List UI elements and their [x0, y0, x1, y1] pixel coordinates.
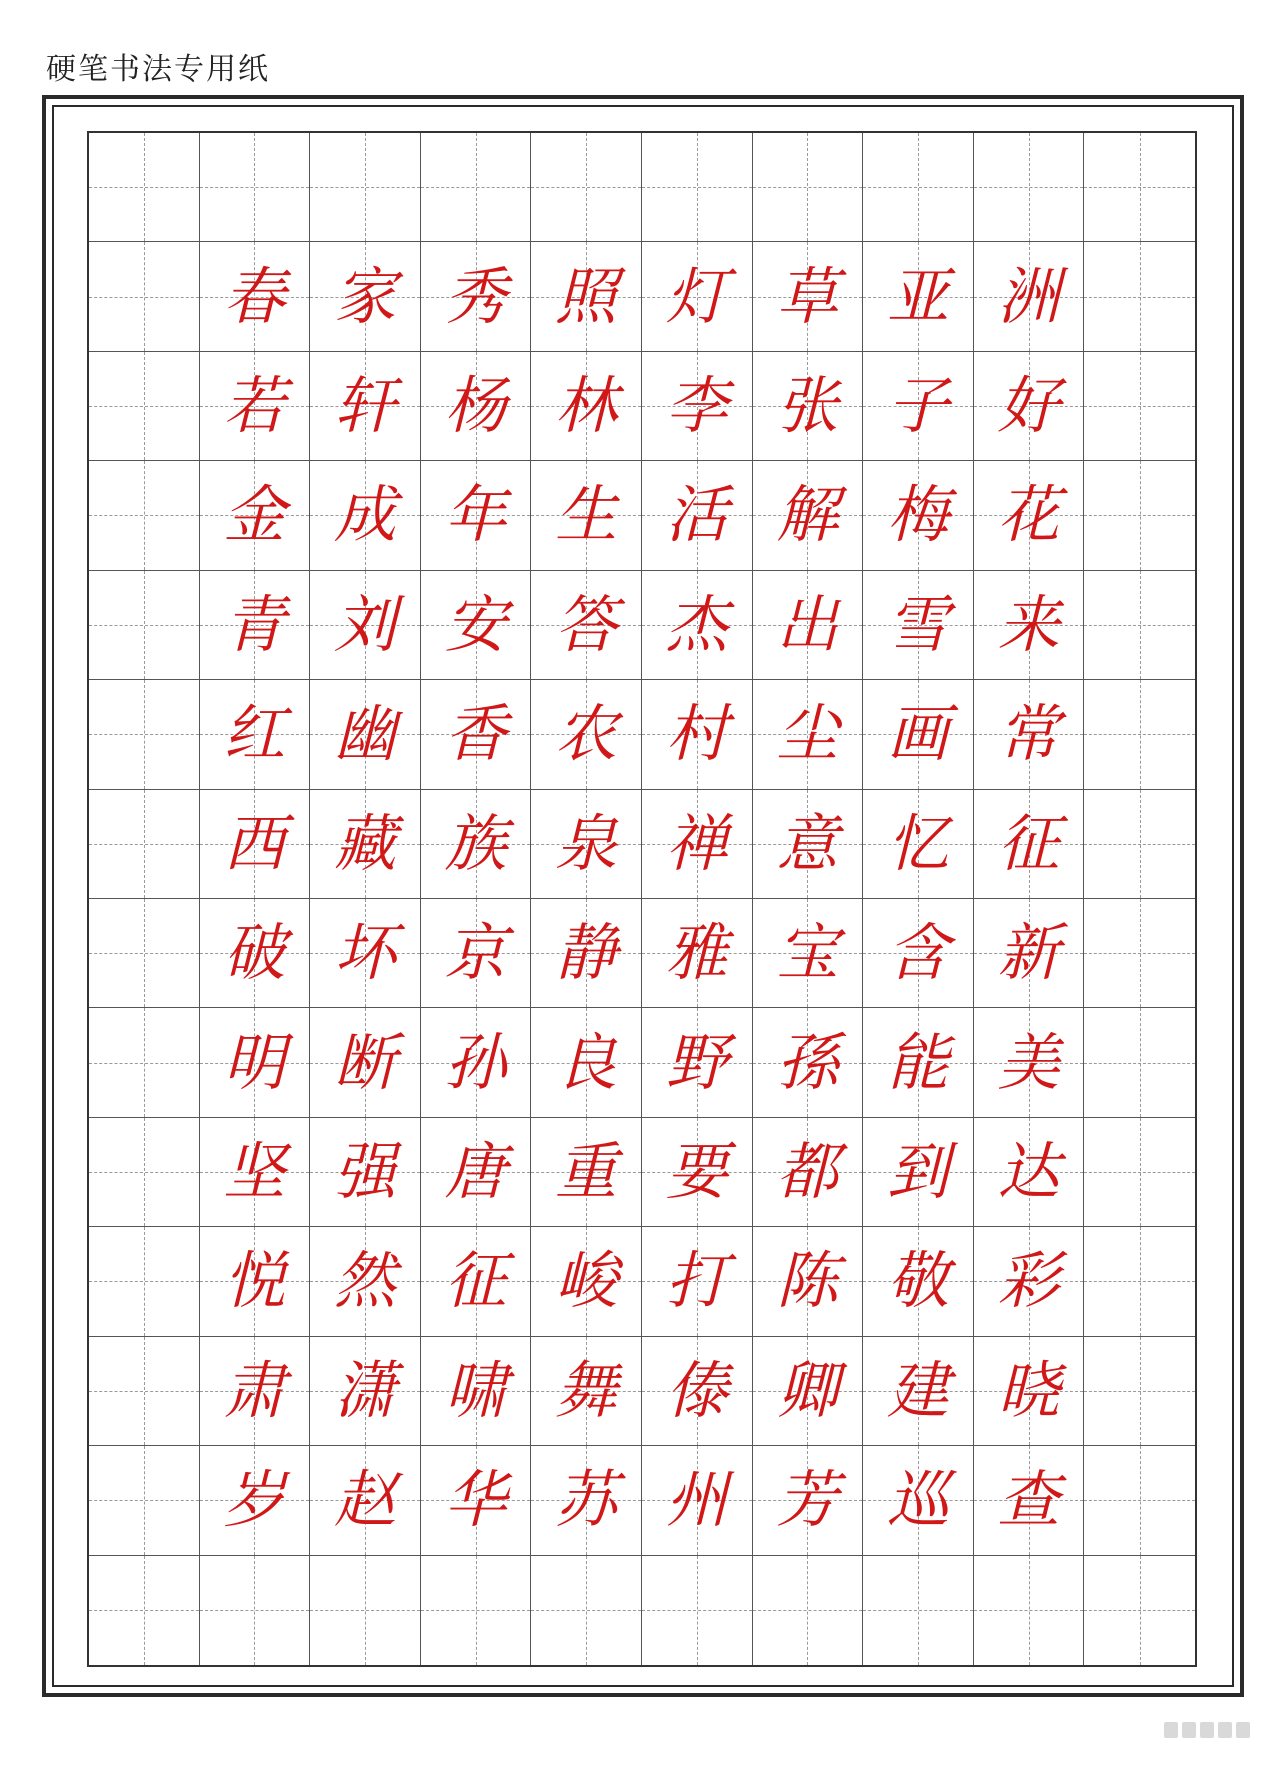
- grid-cell: [531, 1008, 642, 1117]
- grid-cell: [642, 680, 753, 789]
- grid-cell: [421, 461, 532, 570]
- calligraphy-character: 活: [665, 478, 728, 552]
- grid-cell: [753, 1556, 864, 1665]
- calligraphy-character: 静: [555, 916, 618, 990]
- calligraphy-character: 达: [997, 1135, 1060, 1209]
- grid-cell: [974, 242, 1085, 351]
- grid-cell: [89, 790, 200, 899]
- grid-cell: [310, 680, 421, 789]
- calligraphy-character: 坚: [223, 1135, 286, 1209]
- grid-cell: [642, 1446, 753, 1555]
- grid-cell: [200, 352, 311, 461]
- calligraphy-character: 亚: [886, 259, 949, 333]
- calligraphy-character: 宝: [776, 916, 839, 990]
- calligraphy-character: 唐: [444, 1135, 507, 1209]
- grid-cell: [200, 133, 311, 242]
- grid-cell: [642, 1227, 753, 1336]
- grid-cell: [421, 571, 532, 680]
- grid-cell: [421, 133, 532, 242]
- calligraphy-character: 查: [997, 1463, 1060, 1537]
- grid-cell: [1084, 571, 1195, 680]
- grid-cell: [642, 133, 753, 242]
- grid-cell: [200, 242, 311, 351]
- calligraphy-character: 舞: [555, 1353, 618, 1427]
- grid-cell: [642, 352, 753, 461]
- calligraphy-character: 美: [997, 1025, 1060, 1099]
- grid-cell: [531, 1556, 642, 1665]
- grid-cell: [200, 790, 311, 899]
- calligraphy-character: 泉: [555, 806, 618, 880]
- calligraphy-character: 村: [665, 697, 728, 771]
- grid-cell: [421, 790, 532, 899]
- calligraphy-character: 草: [776, 259, 839, 333]
- calligraphy-character: 含: [886, 916, 949, 990]
- grid-cell: [89, 242, 200, 351]
- grid-cell: [310, 790, 421, 899]
- grid-cell: [531, 571, 642, 680]
- calligraphy-character: 晓: [997, 1353, 1060, 1427]
- grid-cell: [1084, 1118, 1195, 1227]
- grid-cell: [1084, 790, 1195, 899]
- calligraphy-character: 轩: [333, 369, 396, 443]
- grid-cell: [974, 1008, 1085, 1117]
- grid-cell: [531, 461, 642, 570]
- grid-cell: [753, 1227, 864, 1336]
- calligraphy-character: 常: [997, 697, 1060, 771]
- grid-cell: [1084, 1446, 1195, 1555]
- grid-cell: [1084, 242, 1195, 351]
- grid-cell: [974, 571, 1085, 680]
- calligraphy-character: 意: [776, 806, 839, 880]
- grid-cell: [974, 133, 1085, 242]
- calligraphy-character: 尘: [776, 697, 839, 771]
- grid-cell: [863, 899, 974, 1008]
- grid-cell: [531, 242, 642, 351]
- grid-cell: [310, 571, 421, 680]
- calligraphy-character: 重: [555, 1135, 618, 1209]
- grid-cell: [974, 790, 1085, 899]
- grid-cell: [753, 680, 864, 789]
- grid-cell: [974, 352, 1085, 461]
- grid-cell: [974, 1556, 1085, 1665]
- calligraphy-character: 家: [333, 259, 396, 333]
- grid-cell: [974, 1446, 1085, 1555]
- grid-cell: [753, 352, 864, 461]
- grid-cell: [310, 1008, 421, 1117]
- grid-cell: [642, 1556, 753, 1665]
- grid-cell: [753, 1337, 864, 1446]
- calligraphy-character: 灯: [665, 259, 728, 333]
- grid-cell: [753, 133, 864, 242]
- grid-cell: [200, 1556, 311, 1665]
- calligraphy-character: 杰: [665, 587, 728, 661]
- calligraphy-character: 香: [444, 697, 507, 771]
- grid-cell: [89, 680, 200, 789]
- grid-cell: [863, 680, 974, 789]
- grid-cell: [200, 571, 311, 680]
- grid-cell: [421, 242, 532, 351]
- grid-cell: [1084, 461, 1195, 570]
- calligraphy-character: 傣: [665, 1353, 728, 1427]
- calligraphy-character: 春: [223, 259, 286, 333]
- grid-cell: [753, 461, 864, 570]
- calligraphy-character: 破: [223, 916, 286, 990]
- calligraphy-character: 照: [555, 259, 618, 333]
- calligraphy-character: 征: [444, 1244, 507, 1318]
- grid-cell: [1084, 1556, 1195, 1665]
- calligraphy-character: 梅: [886, 478, 949, 552]
- calligraphy-character: 京: [444, 916, 507, 990]
- grid-cell: [531, 899, 642, 1008]
- grid-cell: [421, 1008, 532, 1117]
- grid-cell: [89, 1337, 200, 1446]
- grid-cell: [89, 352, 200, 461]
- grid-cell: [89, 1008, 200, 1117]
- grid-cell: [1084, 352, 1195, 461]
- calligraphy-character: 能: [886, 1025, 949, 1099]
- grid-cell: [863, 1008, 974, 1117]
- calligraphy-character: 打: [665, 1244, 728, 1318]
- grid-cell: [753, 899, 864, 1008]
- calligraphy-character: 建: [886, 1353, 949, 1427]
- grid-cell: [310, 461, 421, 570]
- grid-cell: [531, 1227, 642, 1336]
- calligraphy-character: 华: [444, 1463, 507, 1537]
- grid-cell: [974, 461, 1085, 570]
- practice-grid: [87, 131, 1197, 1667]
- grid-cell: [200, 1227, 311, 1336]
- calligraphy-character: 肃: [223, 1353, 286, 1427]
- calligraphy-character: 州: [665, 1463, 728, 1537]
- grid-cell: [753, 571, 864, 680]
- calligraphy-character: 年: [444, 478, 507, 552]
- grid-cell: [89, 133, 200, 242]
- watermark-logo: [1164, 1722, 1250, 1738]
- grid-cell: [642, 899, 753, 1008]
- grid-cell: [89, 1118, 200, 1227]
- calligraphy-character: 芳: [776, 1463, 839, 1537]
- calligraphy-character: 赵: [333, 1463, 396, 1537]
- grid-cell: [310, 1227, 421, 1336]
- calligraphy-character: 族: [444, 806, 507, 880]
- grid-cell: [89, 1227, 200, 1336]
- grid-cell: [863, 461, 974, 570]
- grid-cell: [863, 790, 974, 899]
- grid-cell: [642, 1337, 753, 1446]
- calligraphy-character: 出: [776, 587, 839, 661]
- grid-cell: [421, 680, 532, 789]
- calligraphy-character: 明: [223, 1025, 286, 1099]
- grid-cell: [1084, 899, 1195, 1008]
- calligraphy-character: 良: [555, 1025, 618, 1099]
- calligraphy-character: 张: [776, 369, 839, 443]
- grid-cell: [1084, 680, 1195, 789]
- grid-cell: [531, 352, 642, 461]
- calligraphy-character: 雪: [886, 587, 949, 661]
- calligraphy-character: 要: [665, 1135, 728, 1209]
- grid-cell: [753, 242, 864, 351]
- calligraphy-character: 新: [997, 916, 1060, 990]
- calligraphy-character: 李: [665, 369, 728, 443]
- calligraphy-character: 子: [886, 369, 949, 443]
- grid-cell: [642, 790, 753, 899]
- grid-cell: [642, 1008, 753, 1117]
- grid-cell: [200, 461, 311, 570]
- grid-cell: [200, 680, 311, 789]
- grid-cell: [863, 1446, 974, 1555]
- calligraphy-character: 雅: [665, 916, 728, 990]
- grid-cell: [89, 1556, 200, 1665]
- grid-cell: [89, 461, 200, 570]
- grid-cell: [1084, 1337, 1195, 1446]
- grid-cell: [1084, 1227, 1195, 1336]
- grid-cell: [531, 1446, 642, 1555]
- calligraphy-character: 刘: [333, 587, 396, 661]
- calligraphy-character: 巡: [886, 1463, 949, 1537]
- calligraphy-character: 陈: [776, 1244, 839, 1318]
- calligraphy-character: 花: [997, 478, 1060, 552]
- grid-cell: [1084, 133, 1195, 242]
- grid-cell: [531, 133, 642, 242]
- grid-cell: [753, 1446, 864, 1555]
- calligraphy-character: 断: [333, 1025, 396, 1099]
- grid-cell: [310, 1556, 421, 1665]
- calligraphy-character: 来: [997, 587, 1060, 661]
- calligraphy-character: 生: [555, 478, 618, 552]
- grid-cell: [642, 1118, 753, 1227]
- grid-cell: [200, 1337, 311, 1446]
- grid-cell: [974, 1227, 1085, 1336]
- grid-cell: [863, 1227, 974, 1336]
- calligraphy-character: 禅: [665, 806, 728, 880]
- grid-cell: [310, 1446, 421, 1555]
- calligraphy-character: 好: [997, 369, 1060, 443]
- calligraphy-character: 征: [997, 806, 1060, 880]
- calligraphy-character: 孫: [776, 1025, 839, 1099]
- calligraphy-character: 藏: [333, 806, 396, 880]
- grid-cell: [863, 1118, 974, 1227]
- calligraphy-character: 忆: [886, 806, 949, 880]
- calligraphy-character: 孙: [444, 1025, 507, 1099]
- grid-cell: [974, 680, 1085, 789]
- calligraphy-character: 岁: [223, 1463, 286, 1537]
- grid-cell: [863, 1337, 974, 1446]
- grid-cell: [310, 133, 421, 242]
- grid-cell: [531, 1118, 642, 1227]
- calligraphy-character: 若: [223, 369, 286, 443]
- calligraphy-character: 悦: [223, 1244, 286, 1318]
- grid-cell: [421, 1227, 532, 1336]
- calligraphy-character: 卿: [776, 1353, 839, 1427]
- calligraphy-character: 金: [223, 478, 286, 552]
- calligraphy-character: 答: [555, 587, 618, 661]
- calligraphy-character: 西: [223, 806, 286, 880]
- calligraphy-character: 到: [886, 1135, 949, 1209]
- grid-cell: [642, 461, 753, 570]
- grid-cell: [642, 242, 753, 351]
- calligraphy-character: 成: [333, 478, 396, 552]
- grid-cell: [753, 1008, 864, 1117]
- grid-cell: [753, 1118, 864, 1227]
- grid-cell: [642, 571, 753, 680]
- calligraphy-character: 红: [223, 697, 286, 771]
- calligraphy-character: 强: [333, 1135, 396, 1209]
- calligraphy-character: 解: [776, 478, 839, 552]
- grid-cell: [421, 1446, 532, 1555]
- calligraphy-character: 秀: [444, 259, 507, 333]
- grid-cell: [1084, 1008, 1195, 1117]
- page-title: 硬笔书法专用纸: [46, 52, 270, 87]
- grid-cell: [863, 1556, 974, 1665]
- grid-cell: [753, 790, 864, 899]
- grid-cell: [421, 899, 532, 1008]
- grid-cell: [863, 352, 974, 461]
- grid-cell: [974, 1337, 1085, 1446]
- grid-cell: [863, 571, 974, 680]
- grid-cell: [531, 1337, 642, 1446]
- grid-cell: [421, 1337, 532, 1446]
- grid-cell: [89, 1446, 200, 1555]
- calligraphy-character: 都: [776, 1135, 839, 1209]
- grid-cell: [531, 790, 642, 899]
- grid-cell: [200, 1446, 311, 1555]
- calligraphy-character: 苏: [555, 1463, 618, 1537]
- calligraphy-character: 安: [444, 587, 507, 661]
- grid-cell: [200, 899, 311, 1008]
- calligraphy-character: 峻: [555, 1244, 618, 1318]
- calligraphy-character: 农: [555, 697, 618, 771]
- calligraphy-character: 洲: [997, 259, 1060, 333]
- grid-cell: [421, 1118, 532, 1227]
- calligraphy-character: 青: [223, 587, 286, 661]
- calligraphy-character: 啸: [444, 1353, 507, 1427]
- calligraphy-character: 林: [555, 369, 618, 443]
- calligraphy-character: 杨: [444, 369, 507, 443]
- grid-cell: [863, 133, 974, 242]
- calligraphy-character: 画: [886, 697, 949, 771]
- grid-cell: [974, 1118, 1085, 1227]
- grid-cell: [200, 1008, 311, 1117]
- calligraphy-character: 幽: [333, 697, 396, 771]
- calligraphy-character: 潇: [333, 1353, 396, 1427]
- calligraphy-character: 坏: [333, 916, 396, 990]
- grid-cell: [310, 899, 421, 1008]
- grid-cell: [531, 680, 642, 789]
- grid-cell: [310, 1118, 421, 1227]
- grid-cell: [200, 1118, 311, 1227]
- grid-cell: [310, 352, 421, 461]
- grid-cell: [89, 571, 200, 680]
- grid-cell: [310, 1337, 421, 1446]
- grid-cell: [89, 899, 200, 1008]
- grid-cell: [421, 352, 532, 461]
- calligraphy-character: 野: [665, 1025, 728, 1099]
- grid-cell: [974, 899, 1085, 1008]
- grid-cell: [310, 242, 421, 351]
- calligraphy-character: 然: [333, 1244, 396, 1318]
- calligraphy-character: 彩: [997, 1244, 1060, 1318]
- grid-cell: [863, 242, 974, 351]
- calligraphy-character: 敬: [886, 1244, 949, 1318]
- grid-cell: [421, 1556, 532, 1665]
